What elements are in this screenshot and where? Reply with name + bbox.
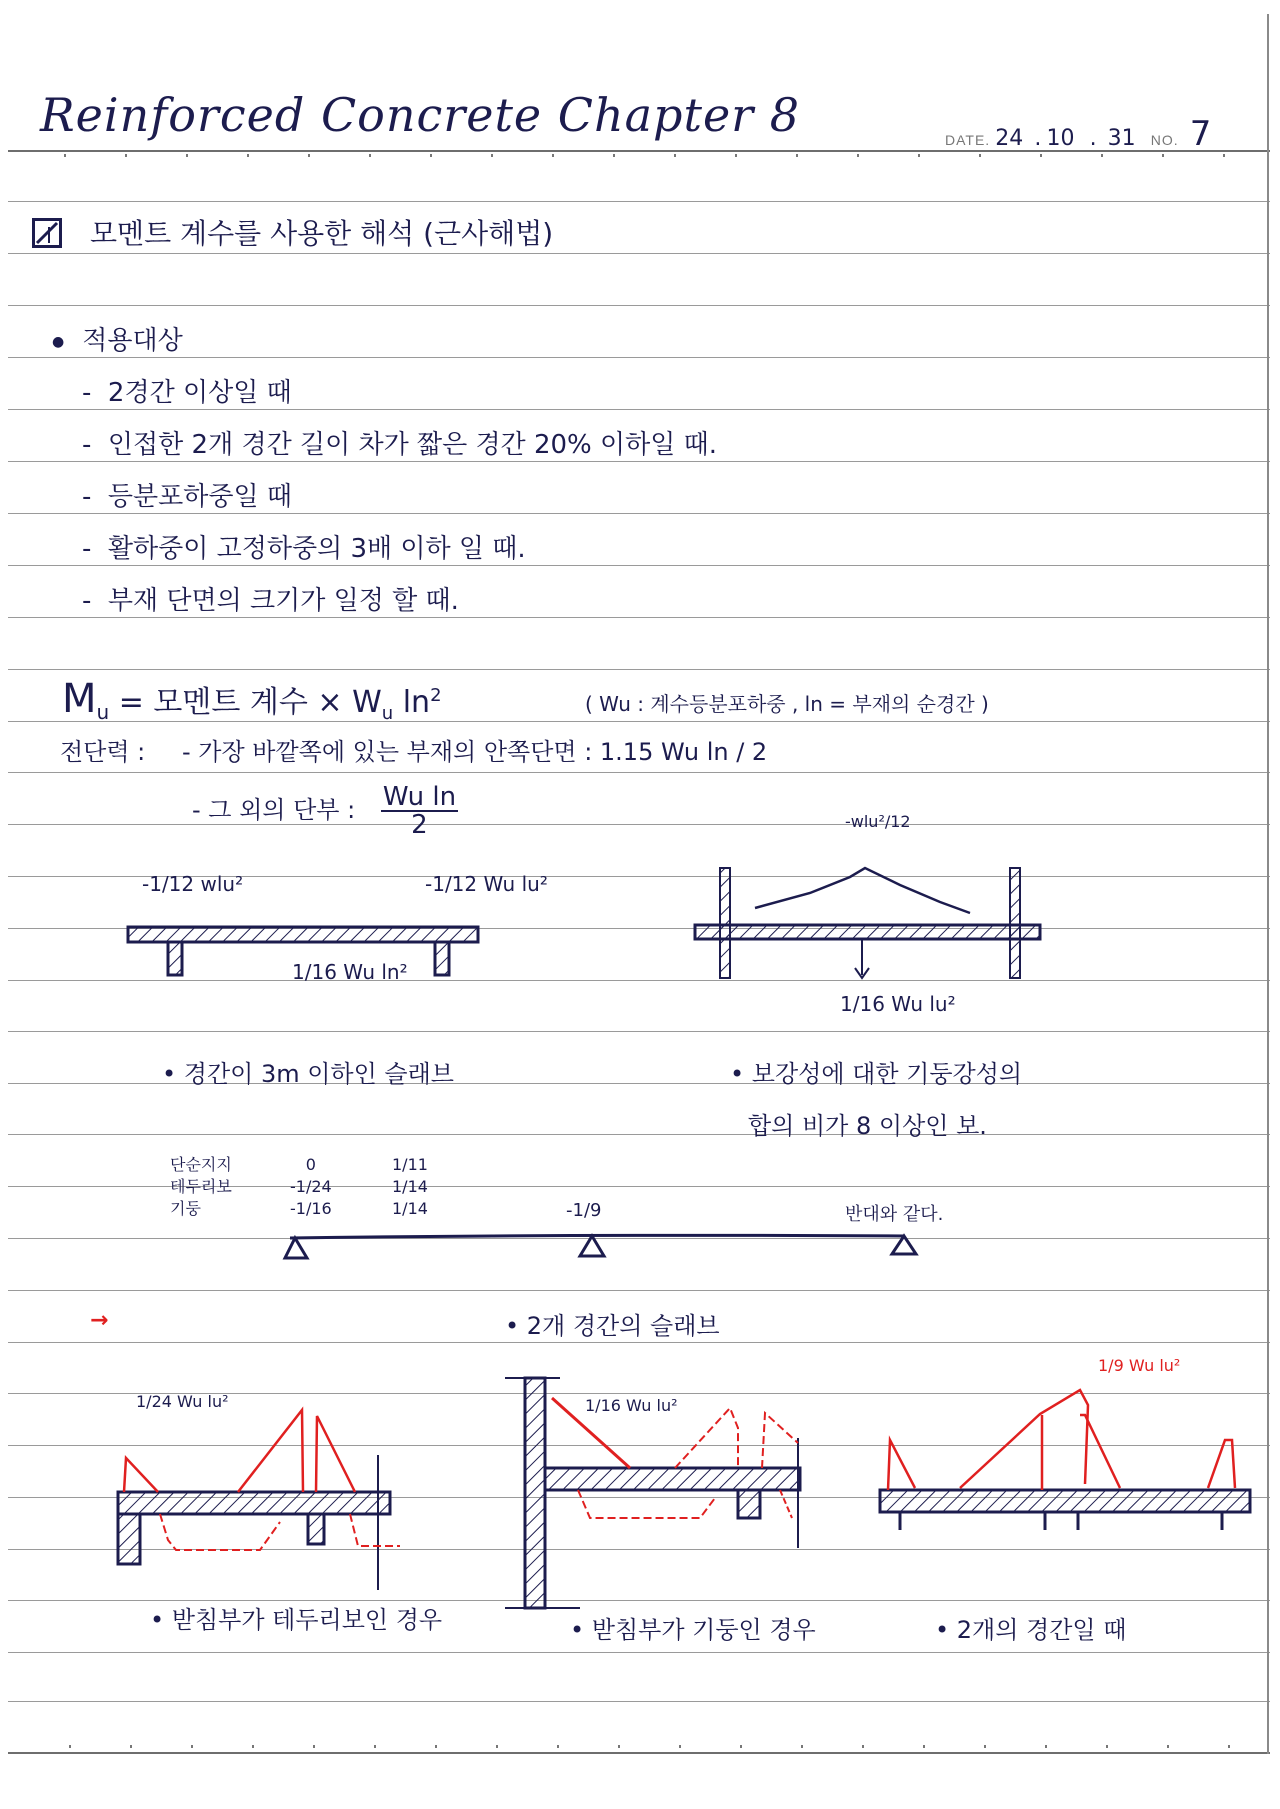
column-caption: • 받침부가 기둥인 경우 xyxy=(570,1616,816,1644)
column-moment-label: 1/16 Wu lu² xyxy=(585,1396,678,1415)
coef-mid-edge-beam: 1/14 xyxy=(392,1177,428,1196)
ruled-line xyxy=(8,1031,1270,1032)
beam-caption-line2: 합의 비가 8 이상인 보. xyxy=(748,1112,987,1140)
symmetry-note: 반대와 같다. xyxy=(845,1204,944,1225)
ruled-line xyxy=(8,513,1270,514)
header-dot-guides xyxy=(0,154,1280,158)
beam-top-moment: -wlu²/12 xyxy=(845,812,911,831)
fraction-denominator: 2 xyxy=(411,810,428,840)
footer-rule xyxy=(8,1752,1270,1754)
shear-label: 전단력 : xyxy=(60,738,146,766)
label-edge-beam: 테두리보 xyxy=(170,1177,232,1196)
slab-right-moment: -1/12 Wu lu² xyxy=(425,872,548,896)
list-item: - 활하중이 고정하중의 3배 이하 일 때. xyxy=(82,534,526,564)
list-item: - 인접한 2개 경간 길이 차가 짧은 경간 20% 이하일 때. xyxy=(82,430,717,460)
moment-formula xyxy=(62,676,442,724)
page-title: Reinforced Concrete Chapter 8 xyxy=(40,88,801,142)
footer-dot-guides xyxy=(0,1745,1280,1749)
mu-rhs: = 모멘트 계수 × W xyxy=(118,685,382,720)
ruled-line xyxy=(8,1134,1270,1135)
ruled-line xyxy=(8,461,1270,462)
ruled-line xyxy=(8,1652,1270,1653)
page-number-label: NO. xyxy=(1150,132,1179,148)
list-item-text: 인접한 2개 경간 길이 차가 짧은 경간 20% 이하일 때. xyxy=(107,430,717,460)
list-item-text: 활하중이 고정하중의 3배 이하 일 때. xyxy=(107,534,526,564)
checked-checkbox[interactable] xyxy=(32,218,62,248)
coef-mid-simple: 1/11 xyxy=(392,1155,428,1174)
red-arrow-mark: → xyxy=(90,1308,109,1333)
section-heading: 모멘트 계수를 사용한 해석 (근사해법) xyxy=(90,217,554,250)
shear-other-ends-label: - 그 외의 단부 : xyxy=(192,796,356,824)
beam-mid-moment: 1/16 Wu lu² xyxy=(840,992,956,1016)
applicability-title: 적용대상 xyxy=(82,326,183,356)
shear-outer-span: - 가장 바깥쪽에 있는 부재의 안쪽단면 : 1.15 Wu ln / 2 xyxy=(182,738,768,766)
slab-mid-moment: 1/16 Wu ln² xyxy=(292,960,408,984)
bullet-applicability: ● 적용대상 xyxy=(52,326,183,356)
two-spans-caption: • 2개의 경간일 때 xyxy=(935,1616,1127,1644)
list-item: - 부재 단면의 크기가 일정 할 때. xyxy=(82,586,459,616)
mu-subscript: u xyxy=(96,700,110,724)
check-slash-icon xyxy=(35,221,59,245)
coef-end-simple: 0 xyxy=(305,1155,316,1174)
ruled-line xyxy=(8,1290,1270,1291)
page-number: 7 xyxy=(1189,114,1212,154)
two-span-two-spans-diagram xyxy=(870,1400,1270,1600)
slab-caption: • 경간이 3m 이하인 슬래브 xyxy=(162,1060,454,1088)
coef-end-column: -1/16 xyxy=(290,1199,332,1218)
formula-definitions: ( Wu : 계수등분포하중 , ln = 부재의 순경간 ) xyxy=(585,692,989,716)
fraction-numerator: Wu ln xyxy=(382,782,457,812)
ruled-line xyxy=(8,565,1270,566)
list-item-text: 2경간 이상일 때 xyxy=(107,378,292,408)
fraction-wu-ln-over-2 xyxy=(381,784,458,838)
wu-subscript: u xyxy=(381,703,394,724)
two-span-heading: • 2개 경간의 슬래브 xyxy=(505,1312,720,1340)
end-support-coefficients xyxy=(290,1154,332,1220)
two-spans-moment-label: 1/9 Wu lu² xyxy=(1098,1356,1181,1375)
list-item: - 2경간 이상일 때 xyxy=(82,378,292,408)
date-year: 24 xyxy=(995,126,1024,151)
ln-exponent: 2 xyxy=(430,685,442,706)
ruled-line xyxy=(8,201,1270,202)
ruled-line xyxy=(8,617,1270,618)
coef-mid-column: 1/14 xyxy=(392,1199,428,1218)
list-item-text: 부재 단면의 크기가 일정 할 때. xyxy=(107,586,459,616)
shear-other-ends xyxy=(192,784,458,838)
label-simple-support: 단순지지 xyxy=(170,1155,232,1174)
label-column: 기둥 xyxy=(170,1199,201,1218)
edge-beam-caption: • 받침부가 테두리보인 경우 xyxy=(150,1606,443,1634)
date-day: 31 xyxy=(1107,126,1136,151)
coef-end-edge-beam: -1/24 xyxy=(290,1177,332,1196)
ruled-line xyxy=(8,357,1270,358)
ruled-line xyxy=(8,305,1270,306)
ruled-line xyxy=(8,772,1270,773)
date-month: 10 xyxy=(1046,126,1075,151)
ruled-line xyxy=(8,980,1270,981)
date-label: DATE. xyxy=(945,132,991,148)
mu-symbol: M xyxy=(62,676,97,722)
continuous-beam-diagram xyxy=(280,1228,920,1268)
ruled-line xyxy=(8,1701,1270,1702)
ruled-line xyxy=(8,409,1270,410)
midspan-coefficients xyxy=(392,1154,428,1220)
ruled-line xyxy=(8,669,1270,670)
interior-support-coefficient: -1/9 xyxy=(566,1200,602,1221)
edge-beam-moment-label: 1/24 Wu lu² xyxy=(136,1392,229,1411)
two-span-edge-beam-diagram xyxy=(110,1400,410,1600)
list-item: - 등분포하중일 때 xyxy=(82,482,292,512)
list-item-text: 등분포하중일 때 xyxy=(107,482,292,512)
slab-left-moment: -1/12 wlu² xyxy=(142,872,244,896)
date-block: DATE. 24 . 10 . 31 NO. 7 xyxy=(945,114,1212,154)
ln-symbol: ln xyxy=(402,685,431,720)
beam-caption-line1: • 보강성에 대한 기둥강성의 xyxy=(730,1060,1023,1088)
support-type-labels xyxy=(170,1154,232,1220)
ruled-line xyxy=(8,253,1270,254)
ruled-line xyxy=(8,1342,1270,1343)
